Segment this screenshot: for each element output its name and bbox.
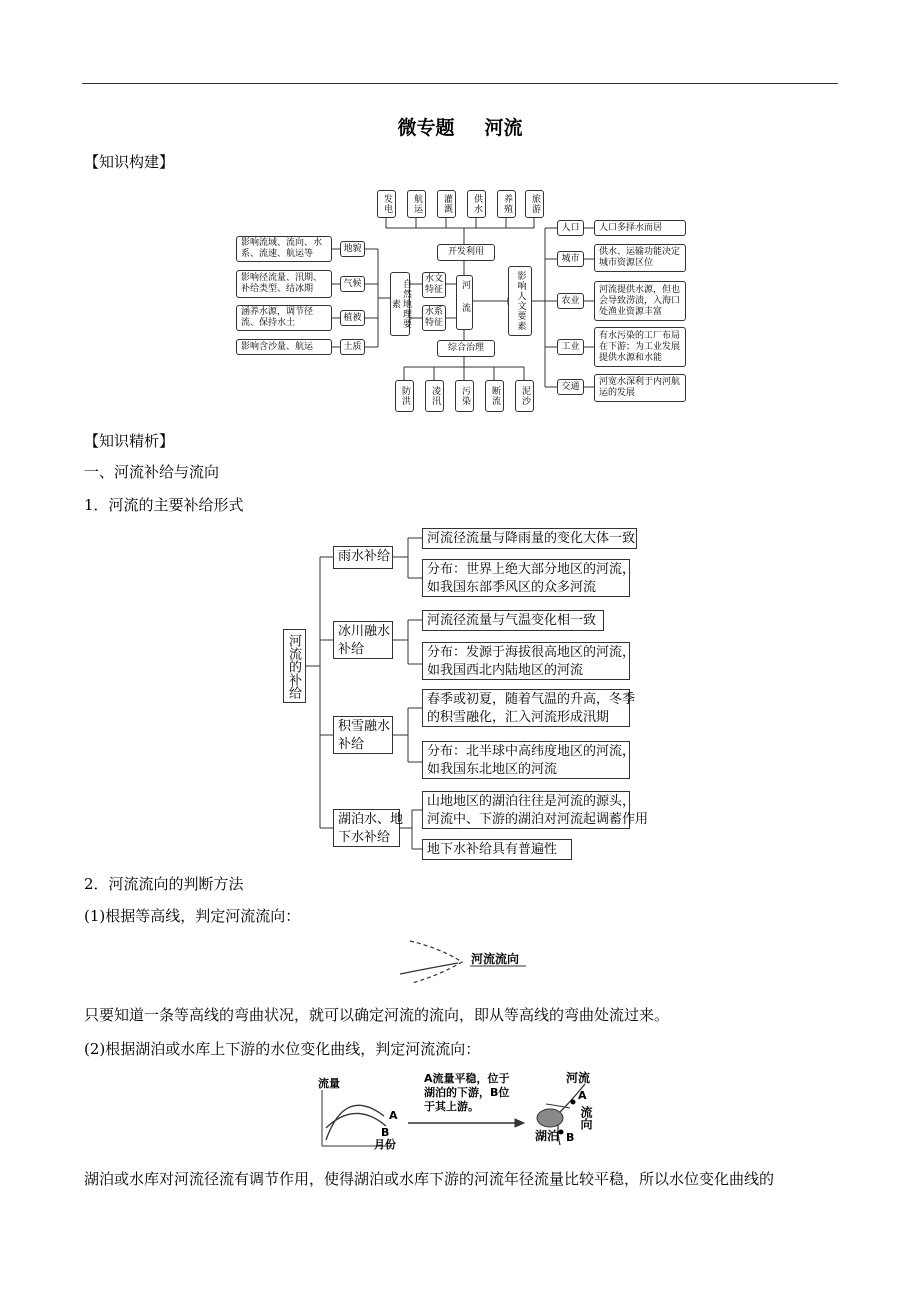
- factor-soil: 土质: [340, 339, 365, 355]
- method-contour: (1)根据等高线，判定河流流向：: [84, 907, 301, 925]
- factor-city: 城市: [557, 251, 584, 267]
- natural-elements: 自然地理要素: [390, 272, 410, 336]
- factor-agriculture: 农业: [557, 293, 584, 309]
- branch-glacier: 冰川融水 补给: [333, 621, 393, 659]
- use-tourism: 旅游: [525, 190, 544, 218]
- gov-pollution: 污染: [455, 380, 474, 412]
- factor-landform: 地貌: [340, 241, 365, 257]
- map-river-label: 河流: [566, 1071, 591, 1085]
- supply-root: 河流的补给: [283, 629, 306, 703]
- use-aquaculture: 养殖: [497, 190, 516, 218]
- lake-chart-xlabel: 月份: [374, 1138, 396, 1151]
- contour-flow-label: 河流流向: [471, 952, 520, 966]
- left-desc-1: 影响流域、流向、水系、流速、航运等: [236, 236, 332, 262]
- use-shipping: 航运: [407, 190, 426, 218]
- map-point-b: B: [566, 1131, 575, 1144]
- gov-flood: 防洪: [395, 380, 414, 412]
- rain-item-1: 河流径流量与降雨量的变化大体一致: [422, 528, 637, 549]
- gov-dry-up: 断流: [485, 380, 504, 412]
- right-desc-1: 人口多择水而居: [594, 220, 686, 236]
- factor-transport: 交通: [557, 379, 584, 395]
- factor-climate: 气候: [340, 276, 365, 292]
- contour-explanation: 只要知道一条等高线的弯曲状况，就可以确定河流的流向，即从等高线的弯曲处流过来。: [84, 1006, 670, 1024]
- use-power: 发电: [377, 190, 396, 218]
- river-box: 河流: [456, 275, 473, 330]
- snow-item-1: 春季或初夏，随着气温的升高，冬季 的积雪融化，汇入河流形成汛期: [422, 689, 630, 727]
- map-flow-label: 流向: [579, 1106, 593, 1130]
- use-water-supply: 供水: [467, 190, 486, 218]
- lake-explanation: 湖泊或水库对河流径流有调节作用，使得湖泊或水库下游的河流年径流量比较平稳，所以水位变化曲线的: [84, 1170, 775, 1188]
- heading-direction-methods: 2．河流流向的判断方法: [84, 875, 244, 893]
- map-lake-label: 湖泊: [535, 1129, 560, 1143]
- right-desc-5: 河宽水深利于内河航运的发展: [594, 374, 686, 402]
- snow-item-2: 分布：北半球中高纬度地区的河流， 如我国东北地区的河流: [422, 741, 630, 779]
- gov-ice-flood: 凌汛: [425, 380, 444, 412]
- left-desc-2: 影响径流量、汛期、补给类型、结冰期: [236, 270, 332, 298]
- left-desc-4: 影响含沙量、航运: [236, 339, 332, 355]
- glacier-item-1: 河流径流量与气温变化相一致: [422, 610, 604, 631]
- section-knowledge-build: 【知识构建】: [84, 153, 175, 171]
- gov-sediment: 泥沙: [515, 380, 534, 412]
- right-desc-2: 供水、运输功能决定城市资源区位: [594, 244, 686, 272]
- heading-main-supply: 1．河流的主要补给形式: [84, 496, 244, 514]
- method-lake-curve: (2)根据湖泊或水库上下游的水位变化曲线，判定河流流向：: [84, 1040, 481, 1058]
- hydrology-box: 水文特征: [422, 272, 446, 298]
- map-point-a: A: [578, 1089, 587, 1102]
- page-title: 微专题 河流: [397, 117, 523, 139]
- use-irrigation: 灌溉: [437, 190, 456, 218]
- left-desc-3: 涵养水源，调节径流、保持水土: [236, 305, 332, 331]
- factor-industry: 工业: [557, 339, 584, 355]
- lake-item-2: 地下水补给具有普遍性: [422, 839, 572, 860]
- factor-population: 人口: [557, 220, 584, 236]
- lake-item-1: 山地地区的湖泊往往是河流的源头， 河流中、下游的湖泊对河流起调蓄作用: [422, 791, 630, 829]
- human-elements: 影响人文要素: [508, 266, 532, 336]
- factor-vegetation: 植被: [340, 310, 365, 326]
- lake-chart-ylabel: 流量: [318, 1077, 340, 1090]
- right-desc-4: 有水污染的工厂布局在下游；为工业发展提供水源和水能: [594, 327, 686, 367]
- heading-supply-direction: 一、河流补给与流向: [84, 463, 220, 481]
- lake-note: A流量平稳，位于 湖泊的下游，B位 于其上游。: [424, 1072, 510, 1113]
- curve-a-label: A: [389, 1109, 398, 1122]
- rain-item-2: 分布：世界上绝大部分地区的河流， 如我国东部季风区的众多河流: [422, 559, 630, 597]
- develop-use-box: 开发利用: [437, 244, 495, 261]
- section-knowledge-analysis: 【知识精析】: [84, 432, 175, 450]
- right-desc-3: 河流提供水源，但也会导致涝渍，入海口处渔业资源丰富: [594, 281, 686, 321]
- governance-box: 综合治理: [437, 340, 495, 357]
- branch-lake-groundwater: 湖泊水、地 下水补给: [333, 809, 400, 847]
- branch-rain: 雨水补给: [333, 546, 393, 569]
- curve-b-label: B: [381, 1126, 390, 1139]
- water-system-box: 水系特征: [422, 305, 446, 331]
- branch-snow: 积雪融水 补给: [333, 716, 393, 754]
- glacier-item-2: 分布：发源于海拔很高地区的河流， 如我国西北内陆地区的河流: [422, 642, 630, 680]
